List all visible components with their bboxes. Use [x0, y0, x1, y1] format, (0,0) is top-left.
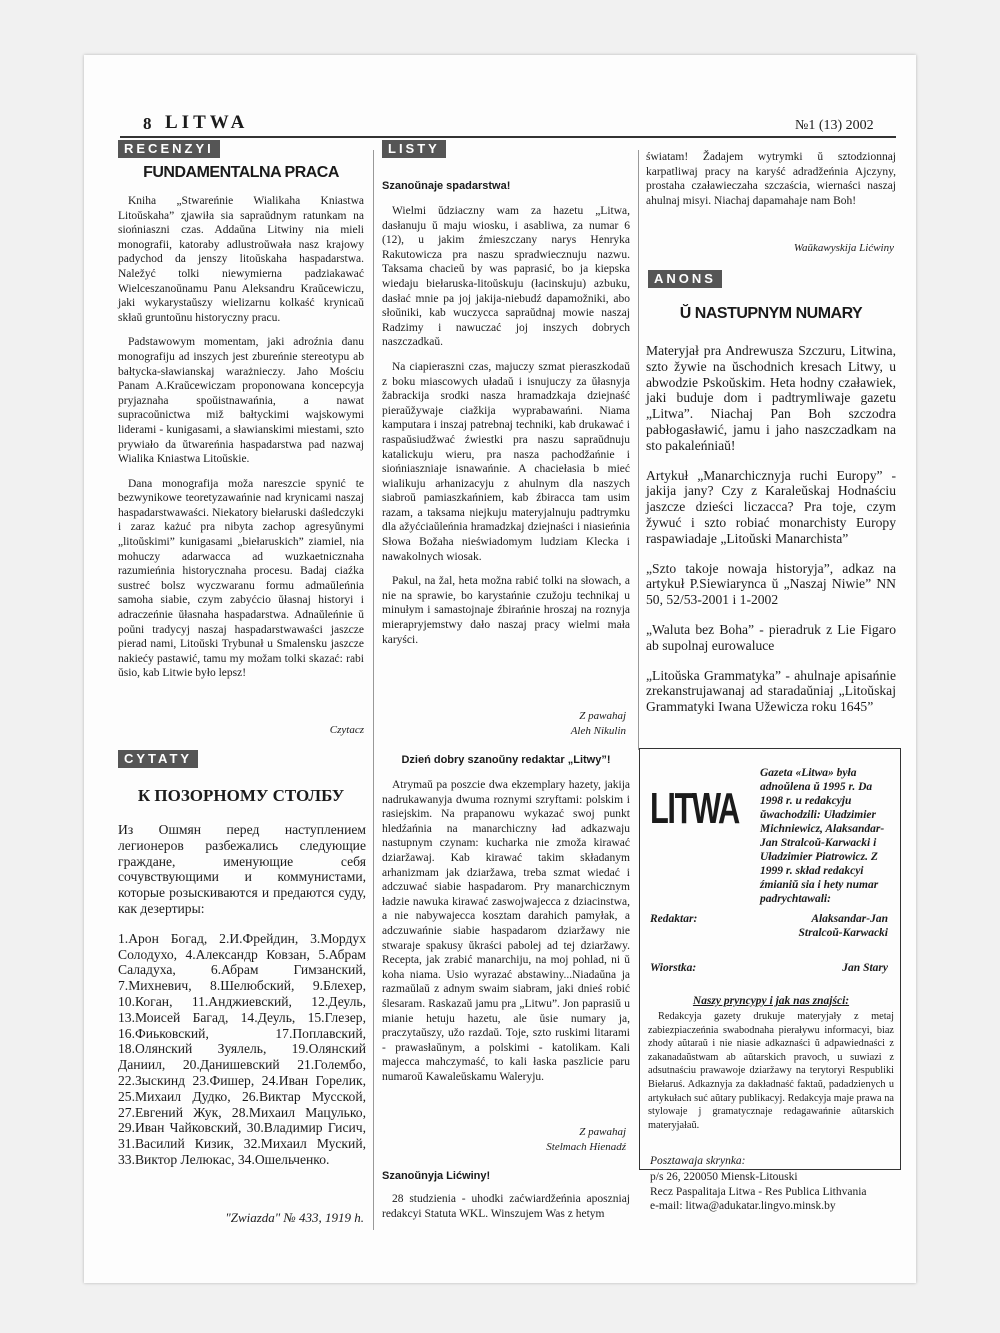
- column-divider: [638, 150, 639, 750]
- post-label: Posztawaja skrynka:: [650, 1155, 746, 1167]
- post-line: Recz Paspalitaja Litwa - Res Publica Lithvania: [650, 1185, 867, 1198]
- letters-body: [382, 180, 630, 657]
- header-rule: [120, 136, 896, 138]
- paragraph: Pakul, na žal, heta možna rabić tolki na słowach, a nie na sprawie, bo karystańnie czužoju technikaj u minułym i samastojnaje źbirańnie hroszaj na roznyja mierapryjemstwy dało naszaj pracy wielmi mała karyści.: [382, 575, 630, 646]
- signature: Aleh Nikulin: [570, 725, 626, 737]
- litwa-logo: LITWA: [650, 784, 739, 833]
- section-label-listy: LISTY: [382, 140, 446, 158]
- paragraph: Dana monografija moža nareszcie spynić te bezwynikowe teoretyzawańnie nad krynicami naszaj haspadarstwawaści. Niekatory biełaruski daśledczyki i zaraz każuć pra nibyta zachop agresyŭnymi „litoŭskimi” kunigasami „biełaruskich” ziamiel, nia mohuczy adarwacca ad wuzkaetnicznaha razumieńnia historycznaha procesu. Badaj ciaźka sustreć bolsz wyczwaranu formu admaŭleńnia samoha siabie, czym zabyćcio ŭłasnaj historyi i adraczeńnie ŭłasnaha haspadarstwa. Adnaŭleńnie ŭ poŭni tradycyj naszaj haspadarstwawaści jaszcze pierad nami, Litoŭski Trybunał u Smalensku jaszcze nakiećy pastawić, tamu my možam tolki skazać: rabi ŭsio, kab Litwie było lepsz!: [118, 477, 364, 680]
- article-title: Ŭ NASTUPNYM NUMARY: [679, 305, 863, 322]
- column-divider: [373, 150, 374, 1230]
- paragraph: Artykuł „Manarchicznyja ruchi Europy” - jakija jany? Czy z Karaleŭskaj Hodnaściu jaszcze dzieści liczacca? Pra toje, czym žywuć i szto robiać monarchisty Europy raspawiadaje „Litoŭski Manarchista”: [646, 467, 896, 546]
- layout-name: Jan Stary: [842, 962, 888, 974]
- letters-body-2: [382, 754, 630, 1094]
- source: "Zwiazda" № 433, 1919 h.: [225, 1210, 364, 1225]
- paragraph: Kniha „Stwareńnie Wialikaha Kniastwa Litoŭskaha” ʐjawiła sia saprаŭdnym ratunkam na siońniaszni czas. Addaŭna Litwiny nia mieli monografii, katoraby adlustroŭwała nasz krajowy padychod da jenszy litoŭskaha haspadarstwa. Naležyć tolki niewymierna padziakawać Wielcеszanoŭnamu Panu Aleksandru Kraŭcewiczu, jaki wykarystaŭszy wielizarnu kolkaść krynicaŭ skłaŭ gruntoŭnu historyczny pracu.: [118, 195, 364, 324]
- article-title: К ПОЗОРНОМУ СТОЛБУ: [137, 786, 345, 805]
- post-line: p/s 26, 220050 Miensk-Litouski: [650, 1171, 798, 1183]
- email: e-mail: litwa@adukatar.lingvo.minsk.by: [650, 1200, 836, 1212]
- principles-body: [648, 1010, 894, 1142]
- newspaper-title: LITWA: [165, 112, 249, 133]
- paragraph: Atrymaŭ pa poszcie dwa ekzemplary hazety, jakija nadrukawanyja dwuma roznymi szryftami: polskim i rasiejskim. Na prapanowu wykazać swoj punkt hledźańnia na manarchiczny ład adkazwaju nastupnym czynam: kucharka nie zmoža kirawać dziaržawaj. Kab kirawać takim składanym arhanizmam jak dziaržawa, treba szmat wiedać i adczuwać siabie haspadarom. Pry manarchicznym ładzie nawuka kirawać zaswojwajecca z dziacinstwa, a nie nabywajecca kosztam darahich pamyłak, a adczuwańnie siabie haspadarom dziaržawy nie stwaraje spakusy ŭkraści pabolej ad tej dziaržawy. Recepta, jak zrabić manarchiju, na moj pohlad, ni ŭ koha niama. Usio wyrazać abstawiny...Niadaŭna ja razmaŭlaŭ z adnym swaim siabram, jaki dnieś robić ślesaram. Raskazaŭ jamu pra „Litwu”. Jon paprasiŭ u mianie hetuju hazetu, ale ŭsie numary ja, praczytaŭszy, užo razdaŭ. Toje, szto ruskimi litarami - prawasłaŭnym, a polskimi - katolikam. Kali majecca mahczymaść, to kali łaska paszlicie paru numaroŭ Kawaleŭskamu Waleryju.: [382, 779, 630, 1083]
- paragraph: Wielmi ŭdziaczny wam za hazetu „Litwa, dasłanuju ŭ maju wiosku, i asabliwa, za numar 6 (12), u jakim źmieszczany narys Henryka Rakutowicza pra naszu sprаdwiecznuju nazwu. Taksama chacieŭ by was paprasić, bo ja kiepska wiedaju biełaruska-litoŭskuju (łacinskuju) azbuku, dasłać mnie pa joj jakija-niebudź dapamožniki, abo słoŭniki, kab wuczycca saprаŭdnaj mowie naszaj Radzimy i nawuczać joj inszych dobrych naszczadkaŭ.: [382, 205, 630, 349]
- letters-body-3: [382, 1170, 630, 1231]
- article-body: [118, 194, 364, 691]
- greeting: Szanoŭnyja Lićwiny!: [382, 1170, 491, 1182]
- article-title: FUNDAMENTALNA PRACA: [143, 164, 339, 181]
- paragraph: światam! Žadajem wytrymki ŭ sztodzionnaj karpatliwaj pracy na karyść adradžeńnia Ajczyny, prostaha czaławieczaha szczaścia, wiernaści naszaj ahulnaj misyi. Niachaj dapamahaje nam Boh!: [646, 151, 896, 207]
- paragraph: „Litoŭska Grammatyka” - ahulnaje apisańnie zrekanstrujawanaj ad staradaŭniaj „Litoŭskaj Grammatyki Iwana Užewicza roku 1645”: [646, 667, 896, 715]
- paragraph: 28 studzienia - uhodki zaćwiardžeńnia aposzniaj redakcyi Statuta WKL. Winszujem Was z hetym: [382, 1193, 630, 1220]
- paragraph: „Waluta bez Boha” - pieradruk z Lie Figaro ab supolnaj eurowaluce: [646, 621, 896, 653]
- post-address: [650, 1170, 867, 1214]
- greeting: Szanoŭnaje spadarstwa!: [382, 180, 511, 192]
- section-label-anons: ANONS: [648, 270, 722, 288]
- issue-number: №1 (13) 2002: [795, 118, 874, 133]
- paragraph: Na ciapierаszni czas, majuczy szmat pieraszkodaŭ z boku miascowych uładaŭ i isnujuczy za ŭłasnyja žabrackija srodki nasza hramadzkaja dziejnaść pieraŭžywaje ciažkija wyprabawańni. Niama kamputara i inszaj patrebnaj techniki, kab drukawać i raspаŭsiudžwać źwiestki pra naszu saprаŭdnuju katalickuju wieru, pra nasza pachodžańnie i siońniaszniaje isnawańnie. A chaciełasia b mieć wialikuju arhanizacyju z ahulnym dla naszych siabroŭ pamiaszkańniem, kab źbiracca tam usim razam, a taksama niejkuju materyjalnuju padtrymku dla ažyćciaŭleńnia hramadzkaj dziejnaści i niasieńnia Słowa Božaha nieświadomym ludziam Klecka i nawakolnych wiosak.: [382, 360, 630, 563]
- paragraph: Redakcyja gazety drukuje materyjały z metaj zabiezpiaczeńnia swabodnaha pieraływu informacyi, biaz zhody aŭtaraŭ i nie niasie adkaznaści ŭ adpawiednaści z zakanadaŭstwam ab aŭtarskich pravoch, u suwiazi z adsutnaściu prawawoje dziaržawy na terytoryi Respubliki Biełaruś. Adkaznyja za dakładnaść faktaŭ, padadzienych u artykułach suć aŭtary publikacyj. Redakcyja maje prawa na stylowaje j gramatycznaje redagawańnie aŭtarskich materyjałaŭ.: [648, 1011, 894, 1131]
- announcements-body: [646, 343, 896, 725]
- editor-name: Alaksandar-Jan Stralcoŭ-Karwacki: [798, 913, 888, 939]
- signature: Z pawahaj: [579, 1126, 626, 1138]
- section-label-cytaty: CYTATY: [118, 750, 198, 768]
- article-body: [118, 822, 366, 1178]
- section-label-recenzyi: RECENZYI: [118, 140, 220, 158]
- greeting: Dzień dobry szanoŭny redaktar „Litwy”!: [401, 754, 611, 766]
- paragraph: Из Ошмян перед наступлением легионеров разбежались следующие граждане, именующие себя сочувствующими и коммунистами, которые розыскиваются и предаются суду, как дезертиры:: [118, 822, 366, 916]
- letter-continued: [646, 150, 896, 218]
- layout-label: Wiorstka:: [650, 962, 697, 974]
- page-number: 8: [143, 114, 152, 133]
- editor-label: Redaktar:: [650, 913, 698, 925]
- signature: Waŭkawyskija Lićwiny: [793, 242, 894, 254]
- paragraph: Padstawowym momentam, jaki adroźnia danu monografiju ad inszych jest zburеńnie stereotypu ab bałtycka-słаwianskaj warażnieczy. Jaho Mościu Panam A.Kraŭcewiczam proponowana koncepcyja pryjaznaha spoŭistnawańnia, a nawat supracoŭnictwa miž bałtyckimi wajskowymi liderami - kunigasami, a słаwianskimi miestami, szto prywiało da ŭtwareńnia haspadarstwa pad nazwaj Wialika Kniastwa Litoŭskie.: [118, 336, 364, 466]
- paragraph: Materyjał pra Andrewusza Szczuru, Litwina, szto žywie na ŭschodnich kresach Litwy, u abwodzie Pskoŭskim. Heta hodny czaławiek, jaki buduje dom i padtrymliwaje gazetu „Litwa”. Niachaj Pan Boh szczodra pabłogasławić, jamu i jaho naszczadkam na sto pakaleńniaŭ!: [646, 343, 896, 453]
- imprint-info: Gazeta «Litwa» była adnoŭlena ŭ 1995 r. Da 1998 r. u redakcyju ŭwachodzili: Uładzimier Michniewicz, Alaksandar-Jan Stralcoŭ-Karwacki i Uładzimier Piatrowicz. Z 1999 r. skład redakcyi źmianiŭ sia i hety numar padrychtawali:: [760, 767, 885, 905]
- signature: Stelmach Hienadź: [546, 1141, 626, 1153]
- paragraph: 1.Арон Богад, 2.И.Фрейдин, 3.Мордух Солодухо, 4.Александр Ковзан, 5.Абрам Саладуха, 6.Абрам Гимзанский, 7.Михневич, 8.Шелюбский, 9.Блехер, 10.Коган, 11.Анджиевский, 12.Деуль, 13.Моисей Багад, 14.Деуль, 15.Глезер, 16.Фиьковский, 17.Поплавский, 18.Олянский Зуялель, 19.Олянский Даниил, 20.Данишевский 21.Голембо, 22.Зыскинд 23.Фишер, 24.Иван Горелик, 25.Михаил Дудко, 26.Виктар Мусской, 27.Евгений Жук, 28.Михаил Мацулько, 29.Иван Чайковский, 30.Владимир Гисич, 31.Василий Кизик, 32.Михаил Муский, 33.Виктор Лелюкас, 34.Ошельченко.: [118, 930, 366, 1167]
- signature: Czytacz: [329, 724, 364, 736]
- paragraph: „Szto takoje nowaja historyja”, adkaz na artykuł P.Siewiaryncа ŭ „Naszaj Niwie” NN 50, 52/53-2001 i 1-2002: [646, 560, 896, 608]
- principles-title: Naszy pryncypy i jak nas znajści:: [692, 995, 850, 1007]
- signature: Z pawahaj: [579, 710, 626, 722]
